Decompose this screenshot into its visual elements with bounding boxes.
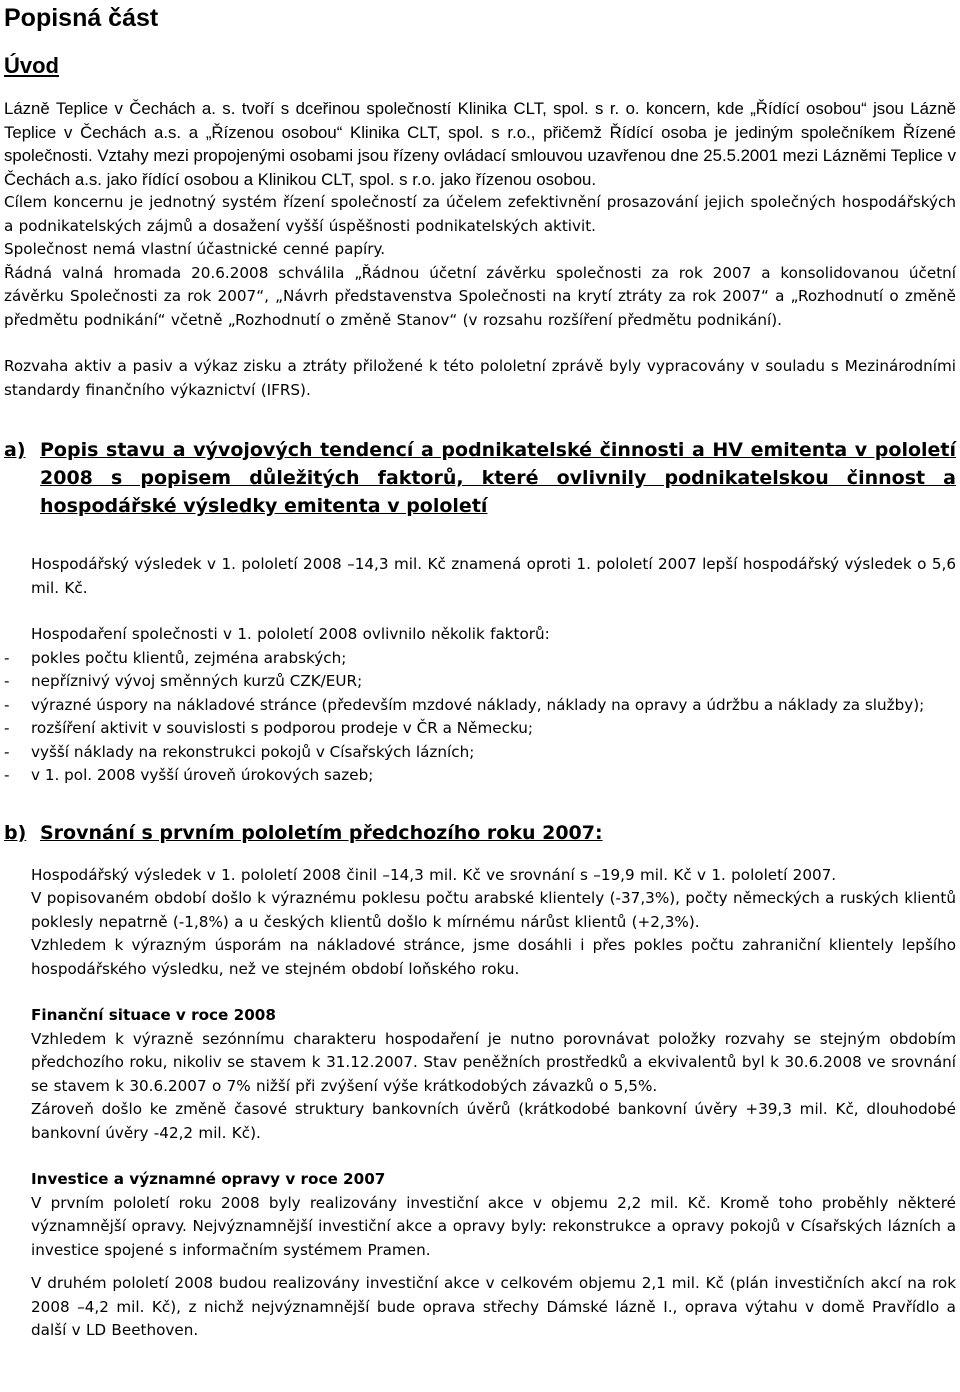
investments-p2: V druhém pololetí 2008 budou realizovány investiční akce v celkovém objemu 2,1 mil. Kč (plán investičních akcí na rok 2008 –4,2 mil. Kč), z nichž nejvýznamnější bude oprava střechy Dámské lázně I., oprava výtahu v domě Pravřídlo a další v LD Beethoven. (31, 1274, 956, 1339)
financial-situation-p2: Zároveň došlo ke změně časové struktury bankovních úvěrů (krátkodobé bankovní úvěry +39,3 mil. Kč, dlouhodobé bankovní úvěry -42,2 mil. Kč). (31, 1100, 956, 1142)
list-item: - rozšíření aktivit v souvislosti s podporou prodeje v ČR a Německu; (4, 719, 534, 737)
intro-ifrs-paragraph: Rozvaha aktiv a pasiv a výkaz zisku a ztráty přiložené k této pololetní zprávě byly vypracovány v souladu s Mezinárodními standardy finančního výkaznictví (IFRS). (4, 357, 956, 399)
section-a-result: Hospodářský výsledek v 1. pololetí 2008 –14,3 mil. Kč znamená oproti 1. pololetí 2007 lepší hospodářský výsledek o 5,6 mil. Kč. (31, 555, 956, 597)
list-item: - nepříznivý vývoj směnných kurzů CZK/EUR; (4, 672, 363, 690)
investments-heading: Investice a významné opravy v roce 2007 (31, 1170, 386, 1188)
section-b-heading (4, 819, 956, 847)
section-b-clients: V popisovaném období došlo k výraznému poklesu počtu arabské klientely (-37,3%), počty německých a ruských klientů poklesly nepatrně (-1,8%) a u českých klientů došlo k mírnému nárůst klientů (+2,3%). (31, 889, 956, 931)
section-a-factors-intro: Hospodaření společnosti v 1. pololetí 2008 ovlivnilo několik faktorů: (31, 625, 550, 643)
section-a-title: Popis stavu a vývojových tendencí a podnikatelské činnosti a HV emitenta v pololetí 2008 s popisem důležitých faktorů, které ovlivnily podnikatelskou činnost a hospodářské výsledky emitenta v pololetí (40, 439, 956, 517)
intro-heading: Úvod (4, 53, 59, 78)
list-item: - výrazné úspory na nákladové stránce (především mzdové náklady, náklady na opravy a údržbu a náklady za služby); (4, 695, 925, 714)
intro-goal-paragraph: Cílem koncernu je jednotný systém řízení společností za účelem zefektivnění prosazování jejich společných hospodářských a podnikatelských zájmů a dosažení vyšší úspěšnosti podnikatelských aktivit. (4, 193, 956, 235)
section-b-result: Hospodářský výsledek v 1. pololetí 2008 činil –14,3 mil. Kč ve srovnání s –19,9 mil. Kč v 1. pololetí 2007. (31, 865, 837, 884)
financial-situation-p1: Vzhledem k výrazně sezónnímu charakteru hospodaření je nutno porovnávat položky rozvahy se stejným obdobím předchozího roku, nikoliv se stavem k 31.12.2007. Stav peněžních prostředků a ekvivalentů byl k 30.6.2008 ve srovnání se stavem k 30.6.2007 o 7% nižší při zvýšení výše krátkodobých závazků o 5,5%. (31, 1029, 956, 1095)
section-b-savings: Vzhledem k výrazným úsporám na nákladové stránce, jsme dosáhli i přes pokles počtu zahraniční klientely lepšího hospodářského výsledku, než ve stejném období loňského roku. (31, 936, 956, 978)
intro-general-meeting-paragraph: Řádná valná hromada 20.6.2008 schválila „Řádnou účetní závěrku společnosti za rok 2007 a konsolidovanou účetní závěrku Společnosti za rok 2007“, „Návrh představenstva Společnosti na krytí ztráty za rok 2007“ a „Rozhodnutí o změně předmětu podnikání“ včetně „Rozhodnutí o změně Stanov“ (v rozsahu rozšíření předmětu podnikání). (4, 263, 956, 329)
section-a-heading (4, 436, 956, 520)
page-title: Popisná část (4, 4, 159, 32)
list-item: - pokles počtu klientů, zejména arabských; (4, 648, 347, 667)
investments-p1: V prvním pololetí roku 2008 byly realizovány investiční akce v objemu 2,2 mil. Kč. Kromě toho proběhly některé významnější opravy. Nejvýznamnější investiční akce a opravy byly: rekonstrukce a opravy pokojů v Císařských lázních a investice spojené s informačním systémem Pramen. (31, 1193, 956, 1259)
list-item: - v 1. pol. 2008 vyšší úroveň úrokových sazeb; (4, 766, 374, 784)
list-item: - vyšší náklady na rekonstrukci pokojů v Císařských lázních; (4, 742, 475, 761)
financial-situation-heading: Finanční situace v roce 2008 (31, 1006, 276, 1024)
section-b-title: Srovnání s prvním pololetím předchozího roku 2007: (40, 821, 603, 844)
intro-paragraph: Lázně Teplice v Čechách a. s. tvoří s dceřinou společností Klinika CLT, spol. s r. o. koncern, kde „Řídící osobou“ jsou Lázně Teplice v Čechách a.s. a „Řízenou osobou“ Klinika CLT, spol. s r.o., přičemž Řídící osoba je jediným společníkem Řízené společnosti. Vztahy mezi propojenými osobami jsou řízeny ovládací smlouvou uzavřenou dne 25.5.2001 mezi Lázněmi Teplice v Čechách a.s. jako řídící osobou a Klinikou CLT, spol. s r.o. jako řízenou osobou. (4, 99, 956, 189)
document (4, 0, 956, 1343)
factors-list (4, 647, 956, 788)
intro-shares-paragraph: Společnost nemá vlastní účastnické cenné papíry. (4, 240, 386, 258)
section-a-label: a) (4, 439, 26, 461)
section-b-label: b) (4, 821, 27, 844)
